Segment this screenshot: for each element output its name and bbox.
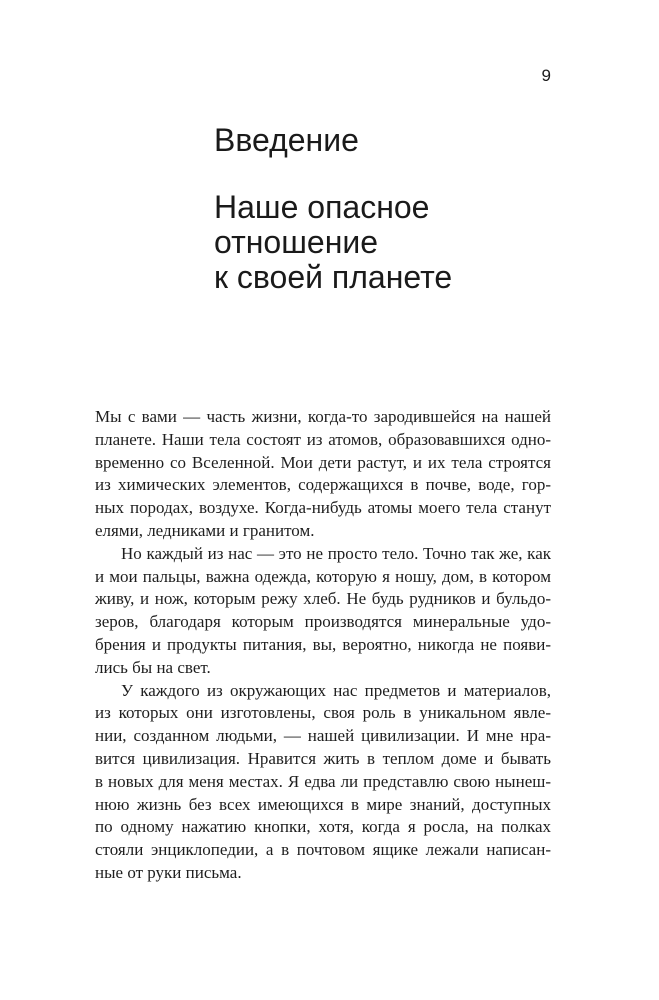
chapter-title [214, 190, 634, 295]
text-line: из химических элементов, содержащихся в почве, воде, гор- [95, 475, 551, 495]
text-line: живу, и нож, которым режу хлеб. Не будь рудников и бульдо- [95, 589, 551, 609]
paragraph [95, 680, 551, 885]
text-line: Мы с вами — часть жизни, когда-то зародившейся на нашей [95, 407, 551, 426]
text-line: по одному нажатию кнопки, хотя, когда я росла, на полках [95, 817, 551, 837]
paragraph [95, 543, 551, 680]
text-line: ные от руки письма. [95, 862, 242, 882]
text-line: из которых они изготовлены, своя роль в уникальном явле- [95, 703, 551, 723]
text-line: в новых для меня местах. Я едва ли представлю свою нынеш- [95, 771, 551, 791]
text-line: Но каждый из нас — это не просто тело. Точно так же, как [121, 543, 551, 563]
text-line: планете. Наши тела состоят из атомов, образовавшихся одно- [95, 429, 551, 449]
text-line: ных породах, воздухе. Когда-нибудь атомы моего тела станут [95, 498, 551, 518]
text-line: лись бы на свет. [95, 657, 211, 677]
text-line: временно со Вселенной. Мои дети растут, и их тела строятся [95, 452, 551, 472]
text-line: брения и продукты питания, вы, вероятно, никогда не появи- [95, 634, 551, 654]
text-line: У каждого из окружающих нас предметов и материалов, [121, 680, 551, 700]
text-line: вится цивилизация. Нравится жить в теплом доме и бывать [95, 748, 551, 768]
paragraph [95, 406, 551, 543]
text-line: стояли энциклопедии, а в почтовом ящике лежали написан- [95, 840, 551, 860]
text-line: зеров, благодаря которым производятся минеральные удо- [95, 612, 551, 632]
section-label: Введение [214, 122, 359, 158]
text-line: елями, ледниками и гранитом. [95, 520, 315, 540]
text-line: и мои пальцы, важна одежда, которую я ношу, дом, в котором [95, 566, 551, 586]
text-line: нюю жизнь без всех имеющихся в мире знаний, доступных [95, 794, 551, 814]
body-text [95, 406, 551, 885]
page-number: 9 [541, 66, 551, 85]
text-line: нии, созданном людьми, — нашей цивилизации. И мне нра- [95, 726, 551, 746]
chapter-title-line: к своей планете [214, 259, 453, 295]
chapter-title-line: отношение [214, 224, 379, 260]
chapter-heading [214, 118, 634, 295]
chapter-title-line: Наше опасное [214, 189, 430, 225]
